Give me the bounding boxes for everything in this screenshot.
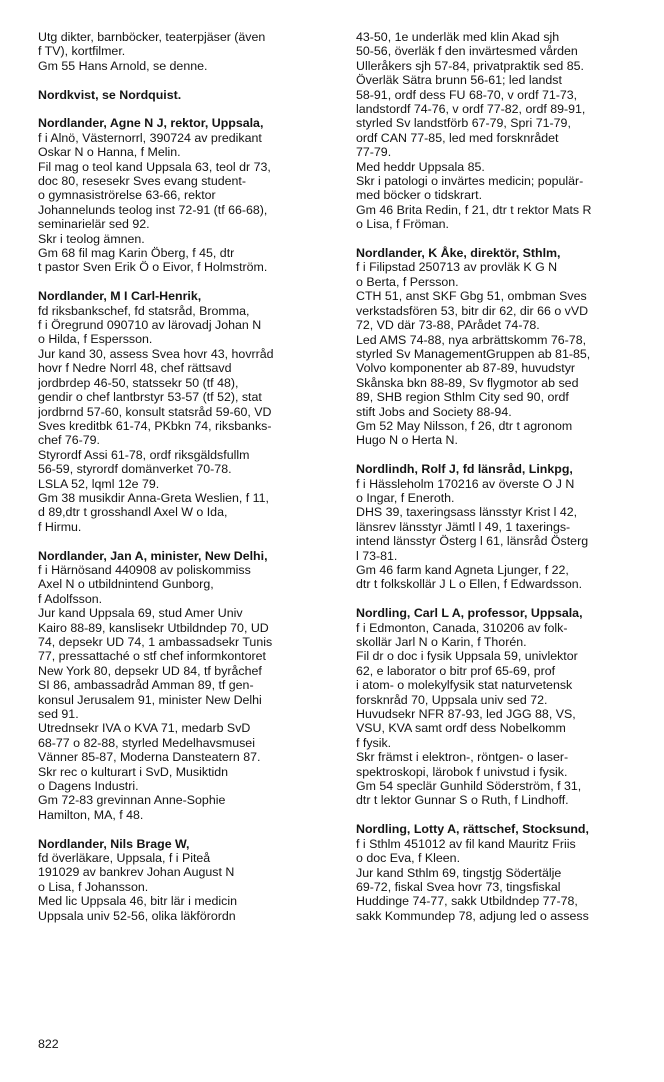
entry-line: SI 86, ambassadråd Amman 89, tf gen- [38,678,254,693]
entry-line: gendir o chef lantbrstyr 53-57 (tf 52), stat [38,390,262,405]
entry-line: styrled Sv landstförb 67-79, Spri 71-79, [356,116,571,131]
entry-line: Johannelunds teolog inst 72-91 (tf 66-68), [38,202,268,217]
entry-line: f TV), kortfilmer. [38,44,126,59]
entry-line: f fysik. [356,735,392,750]
entry-line: 50-56, överläk f den invärtesmed vården [356,44,578,59]
entry-line: Med lic Uppsala 46, bitr lär i medicin [38,894,238,909]
entry-line: f Adolfsson. [38,591,103,606]
entry-line: o Lisa, f Fröman. [356,217,449,232]
entry-line: chef 76-79. [38,433,100,448]
entry-heading: Nordlander, Nils Brage W, [38,836,190,851]
entry-line: f i Hässleholm 170216 av överste O J N [356,476,575,491]
entry-nordlander-agne [38,116,324,274]
entry-line: Ulleråkers sjh 57-84, privatpraktik sed 85. [356,58,584,73]
entry-line: Styrordf Assi 61-78, ordf riksgäldsfullm [38,447,250,462]
entry-line: Gm 54 speclär Gunhild Söderström, f 31, [356,779,582,794]
entry-nordling-lotty [356,822,642,923]
entry-line: fd riksbankschef, fd statsråd, Bromma, [38,303,250,318]
entry-line: fd överläkare, Uppsala, f i Piteå [38,851,211,866]
entry-line: 77, pressattaché o stf chef informkontoret [38,649,266,664]
entry-line: Hugo N o Herta N. [356,433,458,448]
entry-line: Kairo 88-89, kanslisekr Utbildndep 70, UD [38,620,269,635]
entry-line: Utg dikter, barnböcker, teaterpjäser (även [38,30,266,44]
entry-line: o gymnasiströrelse 63-66, rektor [38,188,216,203]
entry-line: Skånska bkn 88-89, Sv flygmotor ab sed [356,375,579,390]
entry-continuation [38,30,324,73]
entry-line: 58-91, ordf dess FU 68-70, v ordf 71-73, [356,87,578,102]
entry-line: doc 80, resesekr Sves evang student- [38,174,247,189]
entry-nordlindh-rolf [356,462,642,592]
entry-heading: Nordling, Carl L A, professor, Uppsala, [356,606,583,621]
right-column [356,30,642,938]
entry-line: Led AMS 74-88, nya arbrättskomm 76-78, [356,332,587,347]
entry-line: f Hirmu. [38,519,82,534]
entry-nordlander-ake [356,246,642,448]
entry-line: f i Alnö, Västernorrl, 390724 av predikant [38,130,262,145]
entry-line: 68-77 o 82-88, styrled Medelhavsmusei [38,735,255,750]
entry-line: f i Filipstad 250713 av provläk K G N [356,260,558,275]
entry-line: CTH 51, anst SKF Gbg 51, ombman Sves [356,289,587,304]
entry-line: Skr rec o kulturart i SvD, Musiktidn [38,764,229,779]
entry-line: 89, SHB region Sthlm City sed 90, ordf [356,390,569,405]
page-number: 822 [38,1037,59,1051]
entry-line: dtr t folkskollär J L o Ellen, f Edwardsson. [356,577,583,592]
entry-line: f i Edmonton, Canada, 310206 av folk- [356,620,568,635]
entry-line: Överläk Sätra brunn 56-61; led landst [356,73,562,88]
entry-line: Gm 55 Hans Arnold, se denne. [38,58,208,73]
entry-line: t pastor Sven Erik Ö o Eivor, f Holmström. [38,260,268,275]
entry-line: Skr i patologi o invärtes medicin; populär- [356,174,584,189]
entry-line: f i Sthlm 451012 av fil kand Mauritz Friis [356,836,576,851]
entry-line: Skr främst i elektron-, röntgen- o laser- [356,750,569,765]
entry-line: länsrev länsstyr Jämtl l 49, 1 taxerings- [356,519,571,534]
entry-line: seminarielär sed 92. [38,217,150,232]
entry-line: Gm 38 musikdir Anna-Greta Weslien, f 11, [38,490,269,505]
entry-line: o Berta, f Persson. [356,274,459,289]
entry-line: Gm 72-83 grevinnan Anne-Sophie [38,793,226,808]
entry-line: f i Öregrund 090710 av lärovadj Johan N [38,318,262,333]
entry-line: sed 91. [38,707,79,722]
entry-line: Gm 68 fil mag Karin Öberg, f 45, dtr [38,246,235,261]
entry-heading: Nordlindh, Rolf J, fd länsråd, Linkpg, [356,462,573,477]
entry-heading: Nordlander, K Åke, direktör, Sthlm, [356,246,561,261]
entry-heading: Nordlander, Jan A, minister, New Delhi, [38,548,268,563]
entry-line: Utrednsekr IVA o KVA 71, medarb SvD [38,721,251,736]
entry-line: o Dagens Industri. [38,779,139,794]
entry-line: Vänner 85-87, Moderna Dansteatern 87. [38,750,261,765]
entry-line: forsknråd 70, Uppsala univ sed 72. [356,692,548,707]
entry-line: Huvudsekr NFR 87-93, led JGG 88, VS, [356,707,576,722]
entry-line: styrled Sv ManagementGruppen ab 81-85, [356,346,591,361]
entry-line: 43-50, 1e underläk med klin Akad sjh [356,30,560,44]
entry-line: Gm 52 May Nilsson, f 26, dtr t agronom [356,418,573,433]
entry-line: sakk Kommundep 78, adjung led o assess [356,908,589,923]
entry-line: Axel N o utbildnintend Gunborg, [38,577,214,592]
entry-line: ordf CAN 77-85, led med forsknrådet [356,130,559,145]
entry-line: Oskar N o Hanna, f Melin. [38,145,181,160]
entry-heading: Nordlander, Agne N J, rektor, Uppsala, [38,116,264,131]
entry-heading: Nordlander, M I Carl-Henrik, [38,289,202,304]
entry-line: landstordf 74-76, v ordf 77-82, ordf 89-91, [356,102,586,117]
entry-line: DHS 39, taxeringsass länsstyr Krist l 42, [356,505,578,520]
entry-line: Med heddr Uppsala 85. [356,159,485,174]
entry-line: VSU, KVA samt ordf dess Nobelkomm [356,721,566,736]
entry-line: Huddinge 74-77, sakk Utbildndep 77-78, [356,894,578,909]
entry-nordlander-nils-brage [38,837,324,923]
entry-line: Fil dr o doc i fysik Uppsala 59, univlektor [356,649,578,664]
entry-line: dtr t lektor Gunnar S o Ruth, f Lindhoff. [356,793,569,808]
entry-line: med böcker o tidskrart. [356,188,483,203]
entry-line: jordbrdep 46-50, statssekr 50 (tf 48), [38,375,239,390]
entry-line: skollär Jarl N o Karin, f Thorén. [356,635,527,650]
entry-line: jordbrnd 57-60, konsult statsråd 59-60, VD [38,404,272,419]
entry-heading: Nordkvist, se Nordquist. [38,87,182,102]
entry-line: 74, depsekr UD 74, 1 ambassadsekr Tunis [38,635,273,649]
entry-line: 191029 av bankrev Johan August N [38,865,235,880]
entry-heading: Nordling, Lotty A, rättschef, Stocksund, [356,822,589,837]
entry-line: 69-72, fiskal Svea hovr 73, tingsfiskal [356,879,561,894]
entry-line: i atom- o molekylfysik stat naturvetensk [356,678,573,693]
entry-line: Hamilton, MA, f 48. [38,807,144,822]
left-column [38,30,324,938]
entry-line: o Ingar, f Eneroth. [356,490,455,505]
entry-nordlander-carl-henrik [38,289,324,534]
entry-line: Fil mag o teol kand Uppsala 63, teol dr 73, [38,159,271,174]
entry-line: verkstadsfören 53, bitr dir 62, dir 66 o vVD [356,303,589,318]
entry-continuation [356,30,642,232]
entry-line: intend länsstyr Österg l 61, länsråd Österg [356,534,589,549]
entry-line: Gm 46 Brita Redin, f 21, dtr t rektor Mats R [356,202,592,217]
entry-line: konsul Jerusalem 91, minister New Delhi [38,692,262,707]
entry-line: Gm 46 farm kand Agneta Ljunger, f 22, [356,563,569,577]
entry-line: d 89,dtr t grosshandl Axel W o Ida, [38,505,228,520]
entry-line: o Hilda, f Espersson. [38,332,153,347]
entry-line: f i Härnösand 440908 av poliskommiss [38,562,251,577]
entry-line: stift Jobs and Society 88-94. [356,404,512,419]
entry-line: o doc Eva, f Kleen. [356,851,461,866]
entry-line: o Lisa, f Johansson. [38,879,149,894]
entry-line: Skr i teolog ämnen. [38,231,145,246]
entry-line: Jur kand 30, assess Svea hovr 43, hovrråd [38,346,274,361]
entry-line: 72, VD där 73-88, PArådet 74-78. [356,318,540,333]
entry-line: LSLA 52, lqml 12e 79. [38,476,160,491]
entry-line: Jur kand Sthlm 69, tingstjg Södertälje [356,865,562,880]
entry-line: 62, e laborator o bitr prof 65-69, prof [356,663,556,678]
entry-nordkvist [38,88,324,102]
entry-line: New York 80, depsekr UD 84, tf byråchef [38,663,262,678]
entry-line: Sves kreditbk 61-74, PKbkn 74, riksbanks- [38,418,272,433]
entry-line: Uppsala univ 52-56, olika läkförordn [38,908,236,923]
entry-nordlander-jan [38,549,324,823]
entry-line: l 73-81. [356,548,398,563]
entry-line: spektroskopi, lärobok f univstud i fysik. [356,764,568,779]
entry-line: 77-79. [356,145,392,160]
entry-line: hovr f Nedre Norrl 48, chef rättsavd [38,361,232,376]
entry-line: Jur kand Uppsala 69, stud Amer Univ [38,606,243,621]
entry-nordling-carl [356,606,642,808]
entry-line: 56-59, styrordf domänverket 70-78. [38,462,232,477]
entry-line: Volvo komponenter ab 87-89, huvudstyr [356,361,576,376]
